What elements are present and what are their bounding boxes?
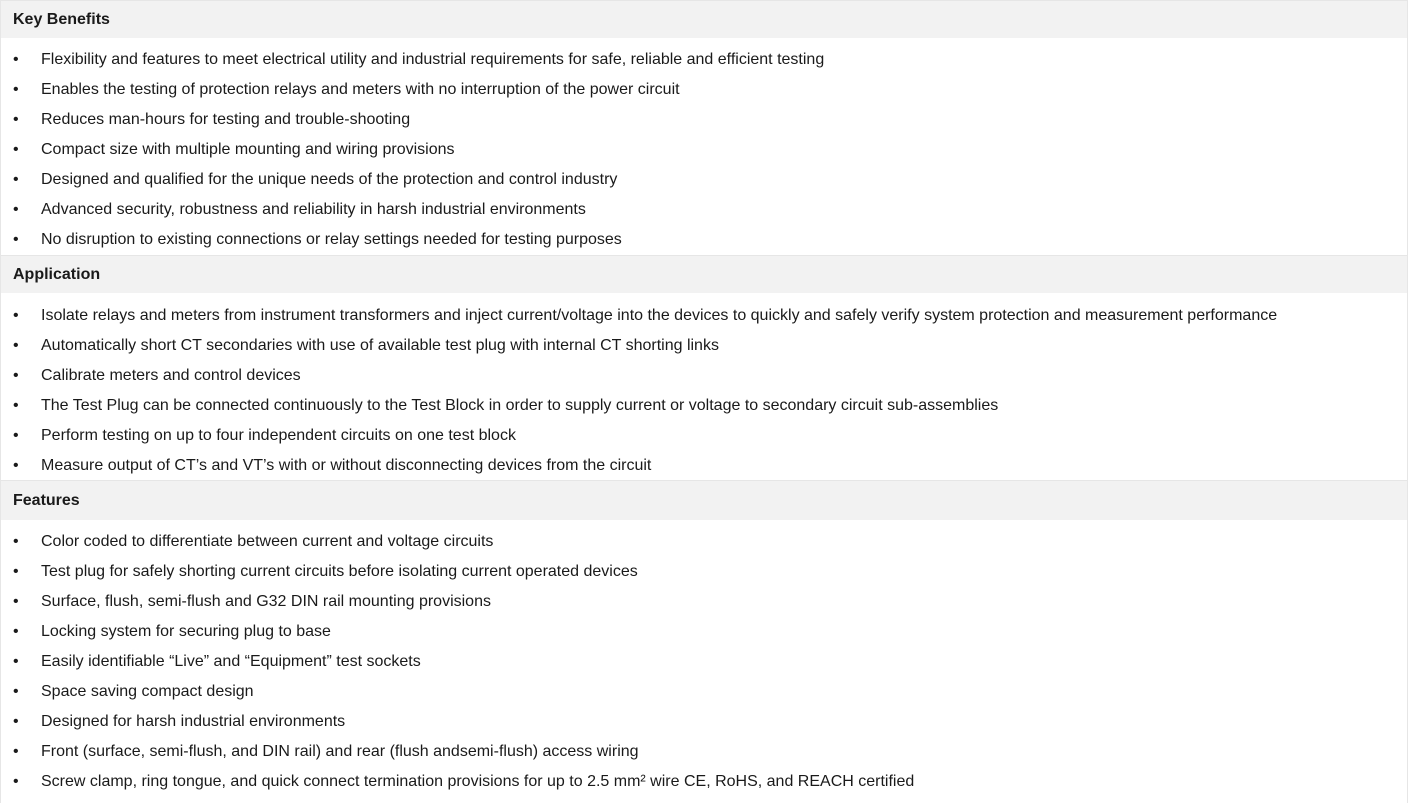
list-item	[1, 361, 1407, 391]
section-heading: Application	[1, 255, 1407, 293]
list-item	[1, 557, 1407, 587]
list-item	[1, 391, 1407, 421]
list-item	[1, 225, 1407, 255]
list-item	[1, 195, 1407, 225]
bullet-glyph: •	[13, 171, 19, 188]
section-application	[1, 255, 1407, 480]
bullet-glyph: •	[13, 773, 19, 790]
bullet-glyph: •	[13, 743, 19, 760]
list-item-text: Isolate relays and meters from instrument transformers and inject current/voltage into the devices to quickly and safely verify system protection and measurement performance	[41, 307, 1278, 324]
bullet-list	[1, 520, 1407, 803]
list-item-text: Screw clamp, ring tongue, and quick connect termination provisions for up to 2.5 mm² wire CE, RoHS, and REACH certified	[41, 773, 915, 790]
bullet-glyph: •	[13, 307, 19, 324]
bullet-list	[1, 38, 1407, 255]
bullet-glyph: •	[13, 337, 19, 354]
list-item	[1, 587, 1407, 617]
list-item	[1, 617, 1407, 647]
list-item-text: Locking system for securing plug to base	[41, 623, 331, 640]
bullet-glyph: •	[13, 231, 19, 248]
bullet-glyph: •	[13, 713, 19, 730]
list-item	[1, 527, 1407, 557]
list-item-text: Test plug for safely shorting current circuits before isolating current operated devices	[41, 563, 638, 580]
list-item	[1, 75, 1407, 105]
bullet-glyph: •	[13, 367, 19, 384]
section-features	[1, 480, 1407, 803]
list-item-text: Designed for harsh industrial environments	[41, 713, 346, 730]
list-item-text: Advanced security, robustness and reliability in harsh industrial environments	[41, 201, 586, 218]
list-item	[1, 647, 1407, 677]
list-item-text: Measure output of CT’s and VT’s with or without disconnecting devices from the circuit	[41, 457, 652, 474]
section-heading: Key Benefits	[1, 0, 1407, 38]
bullet-list	[1, 293, 1407, 480]
list-item	[1, 451, 1407, 481]
bullet-glyph: •	[13, 563, 19, 580]
list-item	[1, 105, 1407, 135]
list-item-text: Perform testing on up to four independent circuits on one test block	[41, 427, 516, 444]
bullet-glyph: •	[13, 457, 19, 474]
list-item	[1, 737, 1407, 767]
bullet-glyph: •	[13, 533, 19, 550]
bullet-glyph: •	[13, 427, 19, 444]
section-heading: Features	[1, 480, 1407, 520]
list-item-text: Space saving compact design	[41, 683, 254, 700]
bullet-glyph: •	[13, 653, 19, 670]
list-item-text: Compact size with multiple mounting and wiring provisions	[41, 141, 455, 158]
bullet-glyph: •	[13, 397, 19, 414]
list-item	[1, 165, 1407, 195]
list-item-text: Easily identifiable “Live” and “Equipment” test sockets	[41, 653, 421, 670]
section-key-benefits	[1, 0, 1407, 255]
list-item-text: Color coded to differentiate between current and voltage circuits	[41, 533, 494, 550]
list-item-text: Reduces man-hours for testing and trouble-shooting	[41, 111, 411, 128]
bullet-glyph: •	[13, 683, 19, 700]
bullet-glyph: •	[13, 111, 19, 128]
list-item-text: Front (surface, semi-flush, and DIN rail) and rear (flush andsemi-flush) access wiring	[41, 743, 639, 760]
list-item-text: The Test Plug can be connected continuously to the Test Block in order to supply current or voltage to secondary circuit sub-assemblies	[41, 397, 999, 414]
list-item	[1, 331, 1407, 361]
list-item-text: Automatically short CT secondaries with use of available test plug with internal CT shorting links	[41, 337, 719, 354]
list-item	[1, 45, 1407, 75]
list-item	[1, 767, 1407, 797]
bullet-glyph: •	[13, 51, 19, 68]
list-item	[1, 421, 1407, 451]
list-item-text: Designed and qualified for the unique needs of the protection and control industry	[41, 171, 618, 188]
bullet-glyph: •	[13, 201, 19, 218]
bullet-glyph: •	[13, 593, 19, 610]
list-item	[1, 677, 1407, 707]
list-item	[1, 707, 1407, 737]
list-item	[1, 135, 1407, 165]
bullet-glyph: •	[13, 141, 19, 158]
list-item-text: Enables the testing of protection relays and meters with no interruption of the power circuit	[41, 81, 680, 98]
bullet-glyph: •	[13, 623, 19, 640]
list-item-text: Surface, flush, semi-flush and G32 DIN rail mounting provisions	[41, 593, 491, 610]
list-item-text: Flexibility and features to meet electrical utility and industrial requirements for safe, reliable and efficient testing	[41, 51, 825, 68]
bullet-glyph: •	[13, 81, 19, 98]
list-item-text: Calibrate meters and control devices	[41, 367, 301, 384]
list-item-text: No disruption to existing connections or relay settings needed for testing purposes	[41, 231, 622, 248]
list-item	[1, 301, 1407, 331]
